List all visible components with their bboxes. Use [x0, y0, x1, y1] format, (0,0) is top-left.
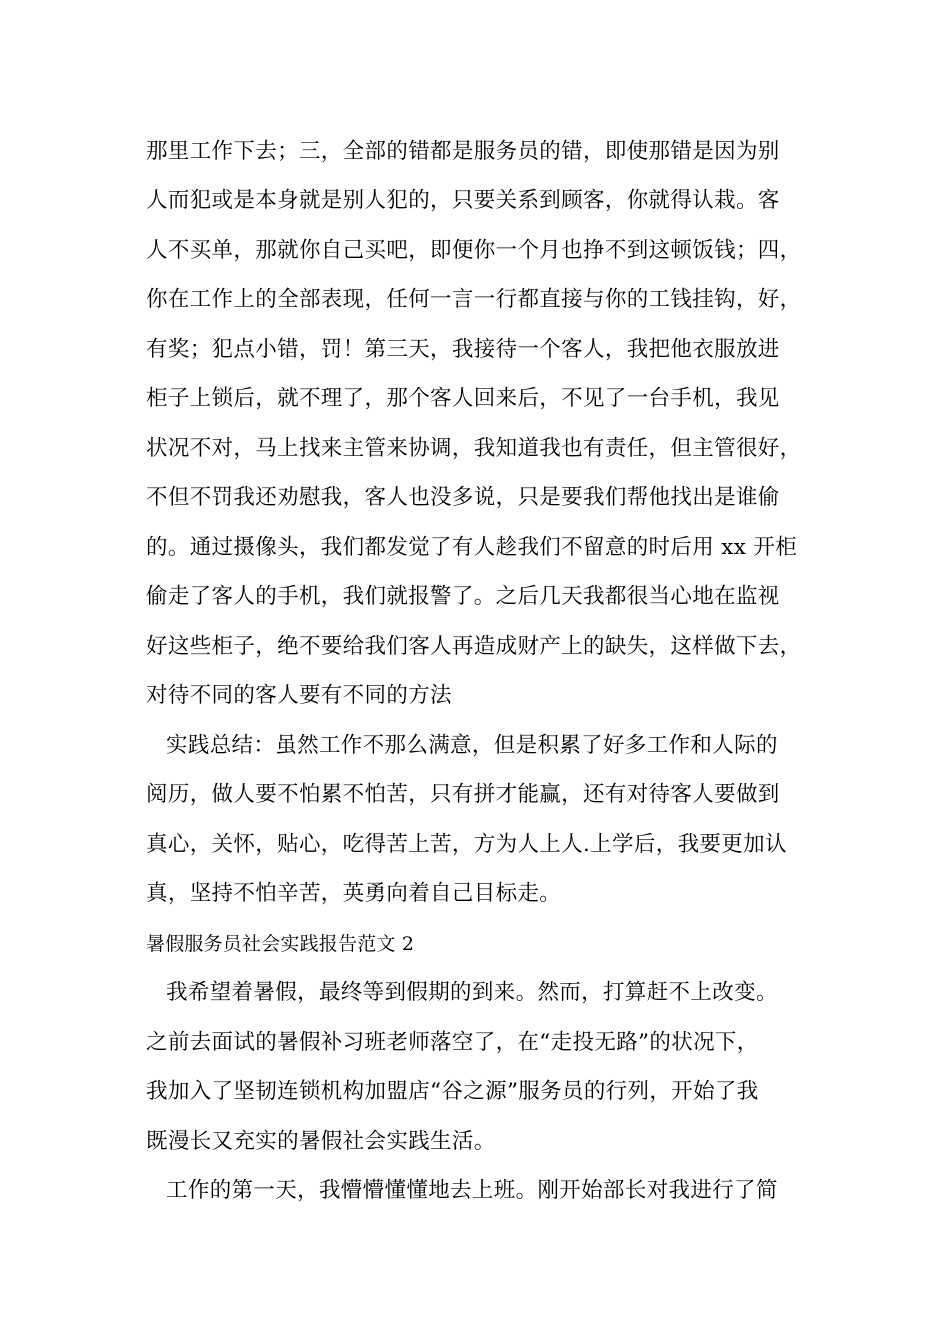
paragraph-line: 有奖；犯点小错，罚！第三天，我接待一个客人，我把他衣服放进: [146, 337, 780, 362]
paragraph-line: 真，坚持不怕辛苦，英勇向着自己目标走。: [146, 881, 562, 906]
paragraph-line: 那里工作下去；三，全部的错都是服务员的错，即使那错是因为别: [146, 139, 780, 164]
paragraph-line: 柜子上锁后，就不理了，那个客人回来后，不见了一台手机，我见: [146, 386, 780, 411]
paragraph-line: 阅历，做人要不怕累不怕苦，只有拼才能赢，还有对待客人要做到: [146, 782, 780, 807]
paragraph-line: 实践总结：虽然工作不那么满意，但是积累了好多工作和人际的: [166, 733, 778, 758]
paragraph-line: 之前去面试的暑假补习班老师落空了，在“走投无路”的状况下，: [146, 1030, 759, 1055]
paragraph-line: 状况不对，马上找来主管来协调，我知道我也有责任，但主管很好，: [146, 436, 802, 461]
paragraph-line: 人不买单，那就你自己买吧，即便你一个月也挣不到这顿饭钱；四，: [146, 238, 802, 263]
paragraph-line: 既漫长又充实的暑假社会实践生活。: [146, 1129, 496, 1154]
paragraph-line: 偷走了客人的手机，我们就报警了。之后几天我都很当心地在监视: [146, 584, 780, 609]
paragraph-line: 我希望着暑假，最终等到假期的到来。然而，打算赶不上改变。: [166, 980, 778, 1005]
paragraph-line: 真心，关怀，贴心，吃得苦上苦，方为人上人.上学后，我要更加认: [146, 832, 787, 857]
paragraph-line: 的。通过摄像头，我们都发觉了有人趁我们不留意的时后用 xx 开柜: [146, 535, 798, 560]
paragraph-line: 好这些柜子，绝不要给我们客人再造成财产上的缺失，这样做下去，: [146, 634, 802, 659]
paragraph-line: 人而犯或是本身就是别人犯的，只要关系到顾客，你就得认栽。客: [146, 188, 780, 213]
section-heading: 暑假服务员社会实践报告范文 2: [146, 933, 415, 955]
paragraph-line: 工作的第一天，我懵懵懂懂地去上班。刚开始部长对我进行了简: [166, 1178, 778, 1203]
paragraph-line: 对待不同的客人要有不同的方法: [146, 683, 452, 708]
paragraph-line: 不但不罚我还劝慰我，客人也没多说，只是要我们帮他找出是谁偷: [146, 485, 780, 510]
paragraph-line: 我加入了坚韧连锁机构加盟店“谷之源”服务员的行列，开始了我: [146, 1079, 759, 1104]
paragraph-line: 你在工作上的全部表现，任何一言一行都直接与你的工钱挂钩，好，: [146, 287, 802, 312]
